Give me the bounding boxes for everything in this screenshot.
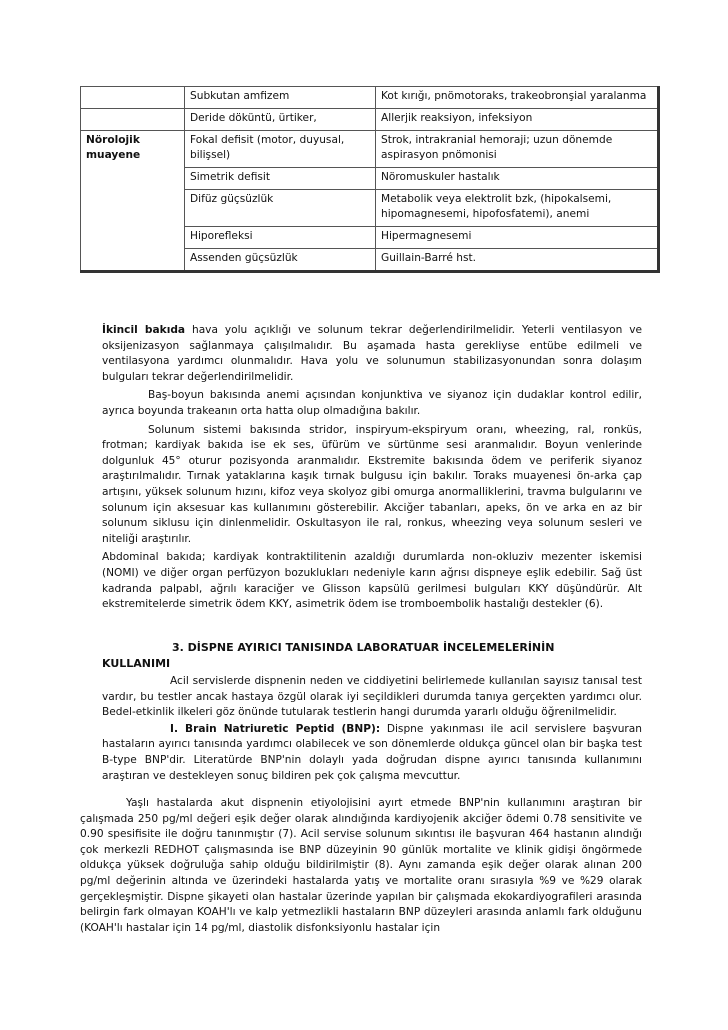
table-row xyxy=(81,131,659,168)
paragraph-secondary-survey xyxy=(102,323,642,385)
paragraph-bnp xyxy=(102,722,642,784)
table-cell-finding: Simetrik defisit xyxy=(185,168,376,190)
paragraph-abdominal: Abdominal bakıda; kardiyak kontraktilitenin azaldığı durumlarda non-okluziv mezenter iskemisi (NOMI) ve diğer organ perfüzyon bozuklukları nedeniyle karın ağrısı dispneye eşlik edebilir. Sağ üst kadranda palpabl, ağrılı karaciğer ve Glisson kapsülü gerilmesi bulguları KKY düşündürür. Alt ekstremitelerde simetrik ödem KKY, asimetrik ödem ise tromboembolik hastalığı destekler (6). xyxy=(102,551,642,611)
bold-lead: I. Brain Natriuretic Peptid (BNP): xyxy=(170,722,381,735)
table-cell-cause: Hipermagnesemi xyxy=(376,227,659,249)
laboratory-section xyxy=(102,640,642,784)
paragraph-respiratory: Solunum sistemi bakısında stridor, inspiryum-ekspiryum oranı, wheezing, ral, ronküs, frotman; kardiyak bakıda ise ek ses, üfürüm ve sürtünme sesi aranmalıdır. Boyun venlerinde dolgunluk 45° oturur pozisyonda aranmalıdır. Ekstremite bakısında ödem ve periferik siyanoz araştırılmalıdır. Tırnak yataklarına kaşık tırnak bulgusu için bakılır. Toraks muayenesi ön-arka çap artışını, yüksek solunum hızını, kifoz veya skolyoz gibi omurga anormalliklerini, travma bulgularını ve solunum için aksesuar kas kullanımını gösterebilir. Akciğer tabanları, apeks, ön ve arka en az bir solunum siklusu için dinlenmelidir. Oskultasyon ile ral, ronkus, wheezing veya solunum sesleri ve niteliği araştırılır. xyxy=(102,423,642,545)
table-cell-category xyxy=(81,87,185,109)
section-heading xyxy=(102,640,642,672)
table-cell-cause: Kot kırığı, pnömotoraks, trakeobronşial yaralanma xyxy=(376,87,659,109)
table-cell-cause: Metabolik veya elektrolit bzk, (hipokalsemi, hipomagnesemi, hipofosfatemi), anemi xyxy=(376,190,659,227)
bnp-studies-section xyxy=(80,796,642,936)
table-cell-cause: Allerjik reaksiyon, infeksiyon xyxy=(376,109,659,131)
paragraph-text: Dispne yakınması ile acil servislere başvuran hastaların ayırıcı tanısında yardımcı olabilecek ve son dönemlerde oldukça güncel olan bir başka test B-type BNP'dir. Literatürde BNP'nin dolaylı yada doğrudan dispne ayırıcı tanısında kullanımını araştıran ve destekleyen sonuç bildiren pek çok çalışma mevcuttur. xyxy=(102,722,642,782)
table-cell-finding: Assenden güçsüzlük xyxy=(185,249,376,272)
table-cell-category xyxy=(81,109,185,131)
paragraph-text: hava yolu açıklığı ve solunum tekrar değerlendirilmelidir. Yeterli ventilasyon ve oksijenizasyon sağlanmaya çalışılmalıdır. Bu aşamada hasta gerekliyse entübe edilmeli ve ventilasyona yardımcı olunmalıdır. Hava yolu ve solunumun stabilizasyonundan sonra dolaşım bulguları tekrar değerlendirilmelidir. xyxy=(102,324,642,383)
paragraph-lab-tests: Acil servislerde dispnenin neden ve ciddiyetini belirlemede kullanılan sayısız tanısal test vardır, bu testler ancak hastaya özgül olarak iyi seçildikleri durumda tanıya gerçekten yardımcı olur. Bedel-etkinlik ilkeleri göz önünde tutularak testlerin hangi durumda yararlı olduğu öğrenilmelidir. xyxy=(102,675,642,719)
table-cell-cause: Guillain-Barré hst. xyxy=(376,249,659,272)
table-cell-finding: Hiporefleksi xyxy=(185,227,376,249)
table-row xyxy=(81,87,659,109)
bold-lead: İkincil bakıda xyxy=(102,324,186,336)
table-cell-finding: Difüz güçsüzlük xyxy=(185,190,376,227)
paragraph-bnp-studies: Yaşlı hastalarda akut dispnenin etiyolojisini ayırt etmede BNP'nin kullanımını araştıran bir çalışmada 250 pg/ml değeri eşik değer olarak alındığında kardiyojenik akciğer ödemi 0.78 sensitivite ve 0.90 spesifisite ile doğru tanınmıştır (7). Acil servise solunum sıkıntısı ile başvuran 464 hastanın alındığı çok merkezli REDHOT çalışmasında ise BNP düzeyinin 90 günlük mortalite ve klinik gidişi öngörmede oldukça yüksek doğruluğa sahip olduğu bildirilmiştir (8). Aynı zamanda eşik değer olarak alınan 200 pg/ml değerinin altında ve üzerindeki hastalarda yatış ve mortalite oranı sırasıyla %9 ve %29 olarak gerçekleşmiştir. Dispne şikayeti olan hastalar üzerinde yapılan bir çalışmada ekokardiyografileri arasında belirgin fark olmayan KOAH'lı ve kalp yetmezlikli hastaların BNP düzeyleri arasında anlamlı fark olduğunu (KOAH'lı hastalar için 14 pg/ml, diastolik disfonksiyonlu hastalar için xyxy=(80,797,642,934)
table-cell-finding: Fokal defisit (motor, duyusal, bilişsel) xyxy=(185,131,376,168)
section-heading-line: KULLANIMI xyxy=(102,657,171,670)
section-heading-line: 3. DİSPNE AYIRICI TANISINDA LABORATUAR İNCELEMELERİNİN xyxy=(172,641,555,654)
table-cell-cause: Nöromuskuler hastalık xyxy=(376,168,659,190)
table-cell-category: Nörolojik muayene xyxy=(81,131,185,272)
table-cell-cause: Strok, intrakranial hemoraji; uzun dönemde aspirasyon pnömonisi xyxy=(376,131,659,168)
secondary-survey-section xyxy=(102,323,642,613)
differential-findings-table xyxy=(80,86,660,273)
table-cell-finding: Deride döküntü, ürtiker, xyxy=(185,109,376,131)
table-row xyxy=(81,109,659,131)
paragraph-head-neck: Baş-boyun bakısında anemi açısından konjunktiva ve siyanoz için dudaklar kontrol edilir, ayrıca boyunda trakeanın orta hatta olup olmadığına bakılır. xyxy=(102,389,642,417)
table-cell-finding: Subkutan amfizem xyxy=(185,87,376,109)
